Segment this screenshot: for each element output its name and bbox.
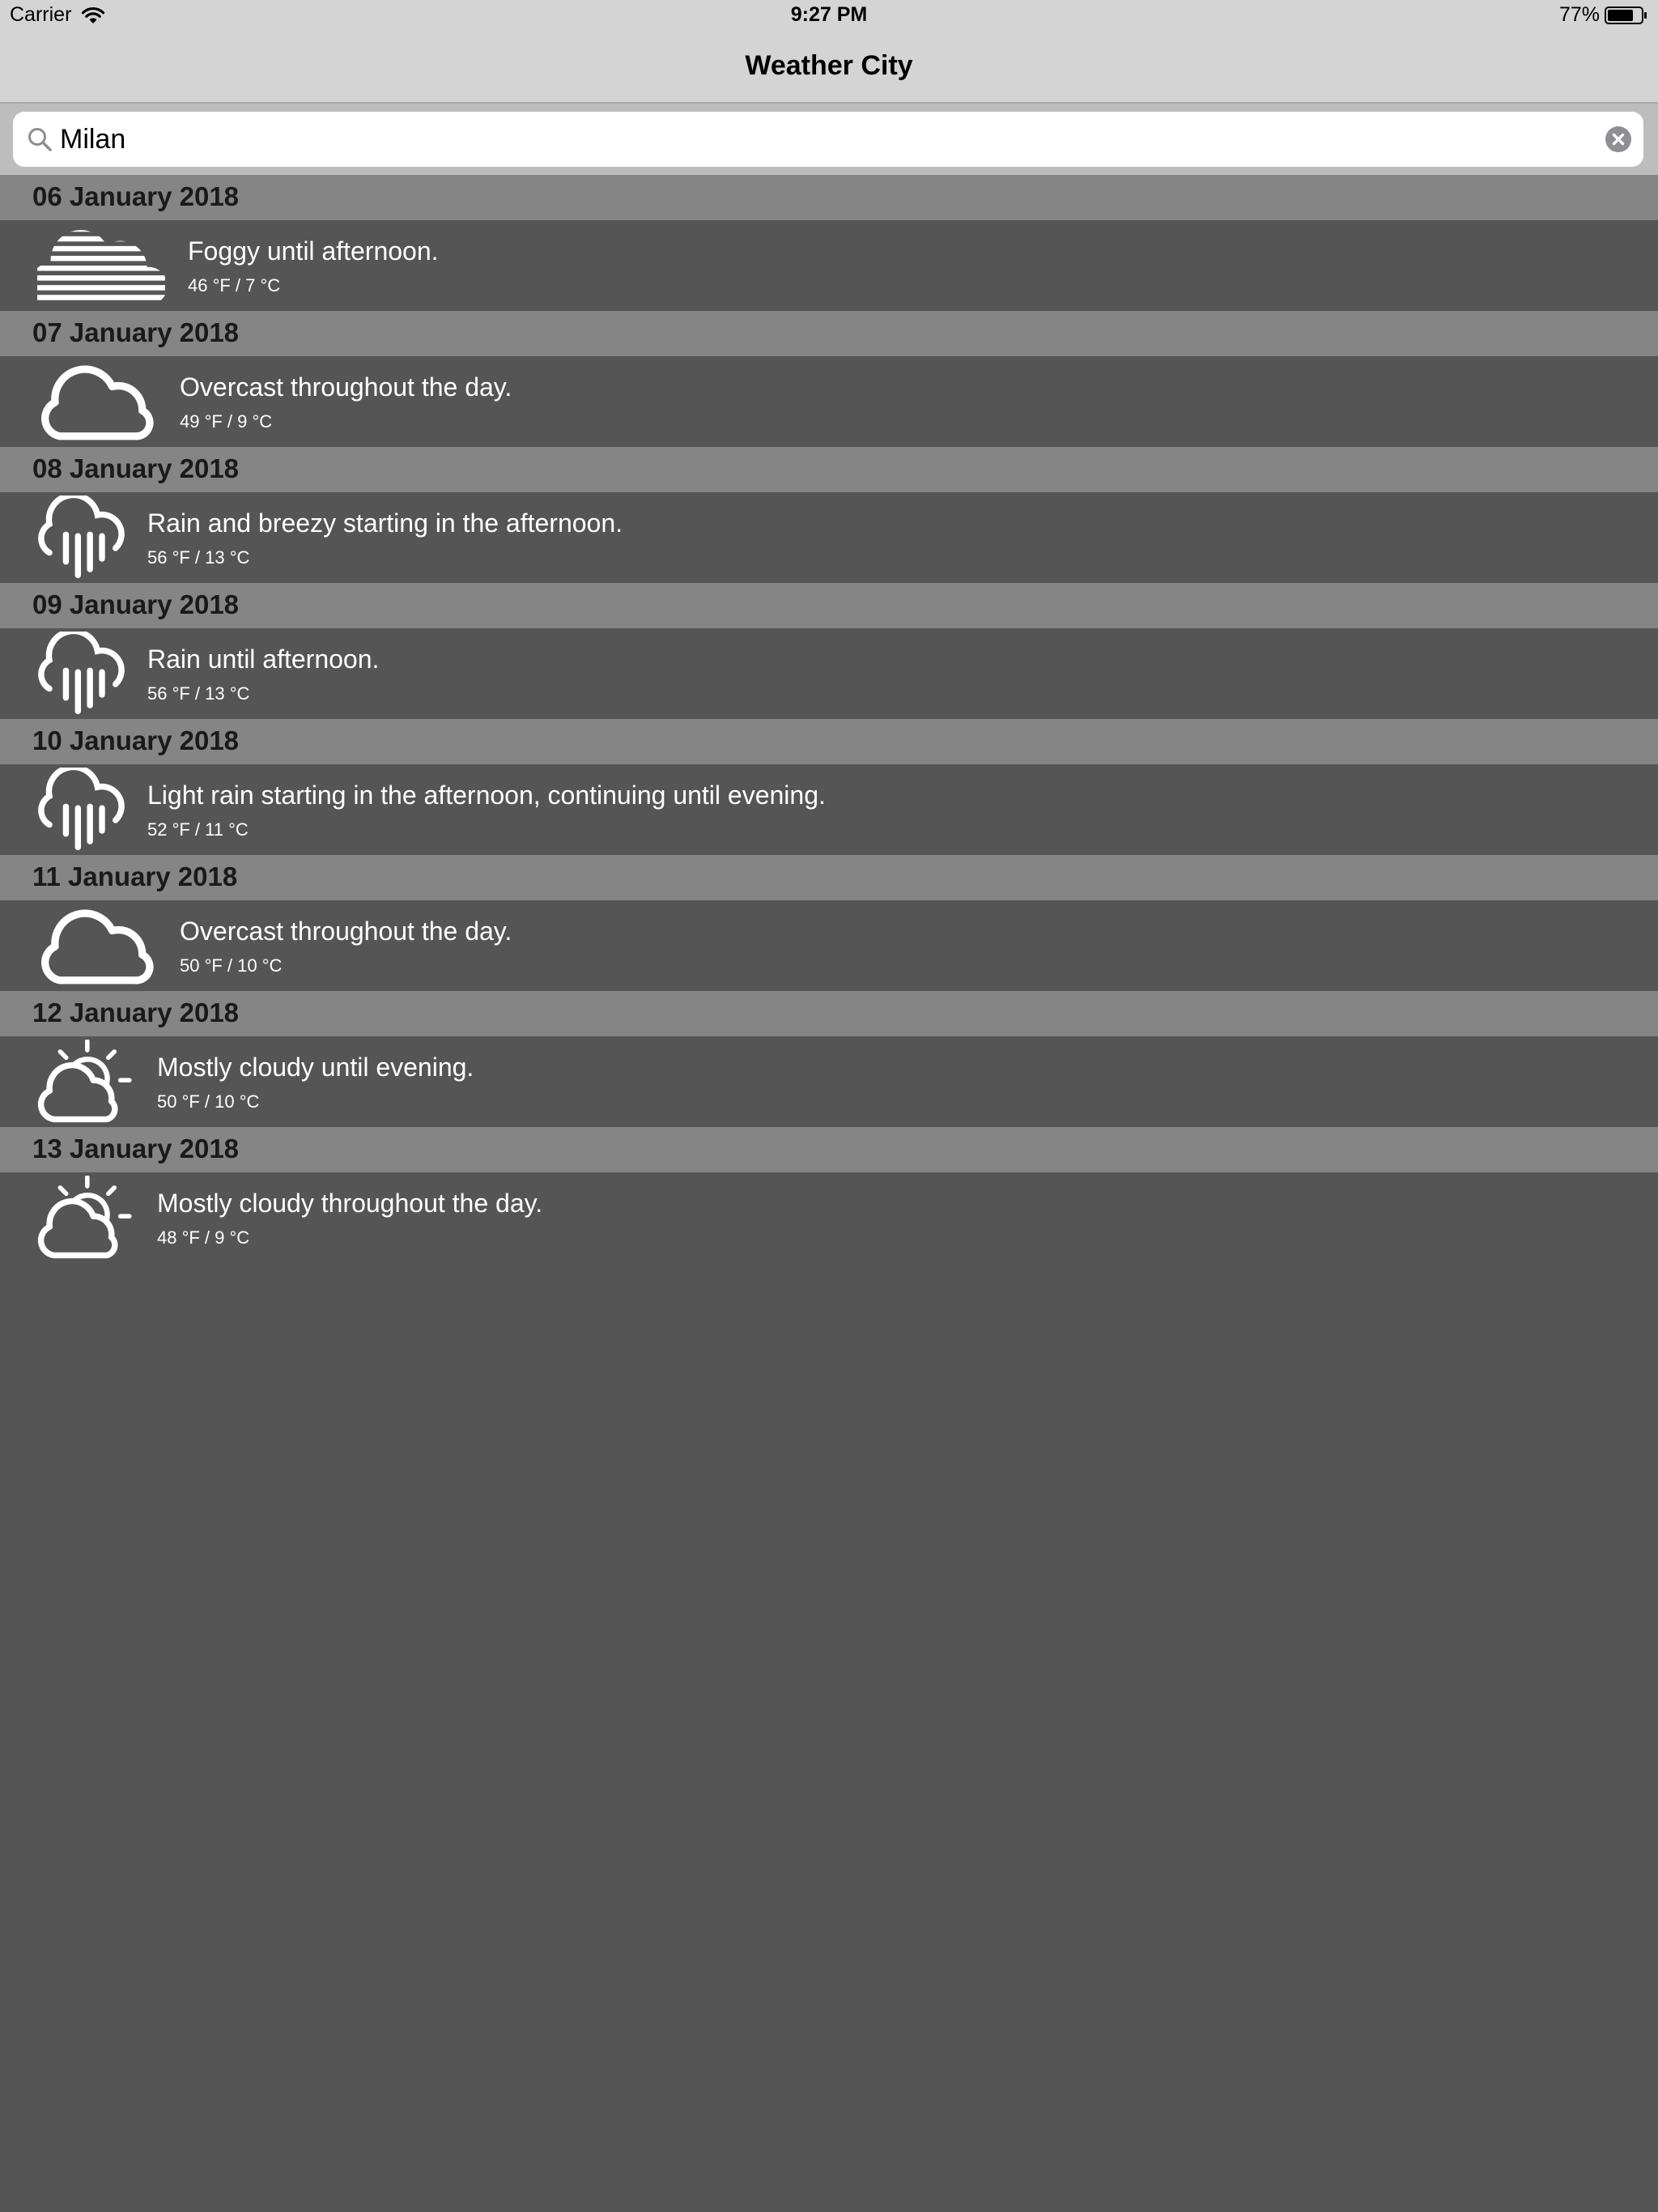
- section-header: [0, 719, 1658, 764]
- battery-fill: [1608, 10, 1633, 21]
- section-header: [0, 311, 1658, 356]
- forecast-temperature: 56 °F / 13 °C: [147, 683, 250, 704]
- forecast-summary: Overcast throughout the day.: [180, 917, 512, 946]
- forecast-summary: Mostly cloudy until evening.: [157, 1053, 474, 1082]
- search-icon: [26, 125, 53, 153]
- forecast-temperature: 50 °F / 10 °C: [157, 1091, 260, 1112]
- date-label: 13 January 2018: [32, 1134, 240, 1163]
- forecast-summary: Light rain starting in the afternoon, continuing until evening.: [147, 781, 826, 810]
- status-battery: [1559, 3, 1648, 27]
- rain-icon: [32, 632, 130, 716]
- section-header: [0, 175, 1658, 220]
- section-header: [0, 855, 1658, 900]
- partly-cloudy-icon: [32, 1176, 138, 1260]
- carrier-label: Carrier: [10, 3, 72, 26]
- search-input[interactable]: [60, 112, 1582, 167]
- forecast-summary: Rain and breezy starting in the afternoon.: [147, 508, 623, 538]
- search-field[interactable]: [13, 112, 1643, 167]
- forecast-summary: Overcast throughout the day.: [180, 372, 512, 402]
- forecast-summary: Foggy until afternoon.: [188, 236, 439, 266]
- page-title: Weather City: [745, 50, 913, 81]
- section-header: [0, 583, 1658, 628]
- date-label: 07 January 2018: [32, 317, 240, 347]
- forecast-row[interactable]: [0, 1172, 1658, 1263]
- battery-icon: [1605, 6, 1648, 25]
- rain-icon: [32, 768, 130, 852]
- date-label: 10 January 2018: [32, 725, 240, 755]
- forecast-row[interactable]: [0, 356, 1658, 447]
- date-label: 09 January 2018: [32, 589, 240, 619]
- forecast-row[interactable]: [0, 492, 1658, 583]
- forecast-row[interactable]: [0, 220, 1658, 311]
- date-label: 11 January 2018: [32, 861, 238, 891]
- forecast-temperature: 56 °F / 13 °C: [147, 547, 250, 568]
- forecast-temperature: 49 °F / 9 °C: [180, 411, 273, 432]
- fog-icon: [32, 223, 170, 308]
- cloud-icon: [32, 904, 162, 988]
- partly-cloudy-icon: [32, 1040, 138, 1124]
- section-header: [0, 447, 1658, 492]
- navigation-bar: [0, 0, 1658, 104]
- forecast-row[interactable]: [0, 1036, 1658, 1127]
- forecast-summary: Rain until afternoon.: [147, 644, 380, 674]
- forecast-temperature: 48 °F / 9 °C: [157, 1227, 250, 1248]
- battery-percent: 77%: [1558, 3, 1600, 26]
- section-header: [0, 1127, 1658, 1172]
- forecast-temperature: 46 °F / 7 °C: [188, 275, 281, 296]
- clear-search-icon[interactable]: [1605, 125, 1632, 153]
- date-label: 08 January 2018: [32, 453, 240, 483]
- forecast-temperature: 50 °F / 10 °C: [180, 955, 283, 976]
- status-time: 9:27 PM: [790, 3, 868, 26]
- date-label: 12 January 2018: [32, 998, 240, 1027]
- cloud-icon: [32, 359, 162, 444]
- rain-icon: [32, 496, 130, 580]
- forecast-row[interactable]: [0, 628, 1658, 719]
- forecast-temperature: 52 °F / 11 °C: [147, 819, 249, 840]
- forecast-list: [0, 175, 1658, 1263]
- section-header: [0, 991, 1658, 1036]
- date-label: 06 January 2018: [32, 181, 240, 211]
- search-bar: [0, 104, 1658, 175]
- forecast-row[interactable]: [0, 900, 1658, 991]
- forecast-row[interactable]: [0, 764, 1658, 855]
- forecast-summary: Mostly cloudy throughout the day.: [157, 1189, 543, 1218]
